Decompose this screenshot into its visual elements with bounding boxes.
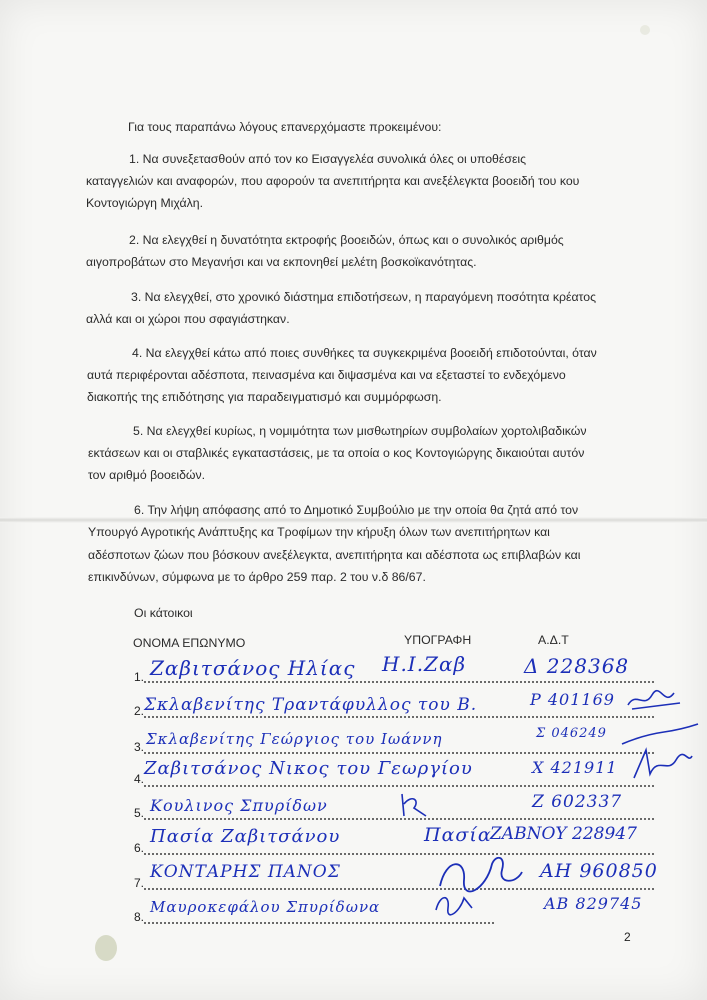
row-5-number: 5. [134, 806, 145, 820]
row-5-name: Κουλινος Σπυρίδων [150, 796, 328, 815]
item-5-line-1: 5. Να ελεγχθεί κυρίως, η νομιμότητα των μισθωτηρίων συμβολαίων χορτολιβαδικών [133, 424, 587, 438]
page-number: 2 [624, 930, 631, 944]
row-3-dots [144, 752, 654, 754]
row-8-id: ΑΒ 829745 [544, 894, 643, 913]
row-5-signature-scribble [396, 790, 436, 820]
item-1-line-2: καταγγελιών και αναφορών, που αφορούν τα ανεπιτήρητα και ανεξέλεγκτα βοοειδή του κου [86, 174, 580, 188]
row-4-dots [144, 785, 654, 787]
row-3-name: Σκλαβενίτης Γεώργιος του Ιωάννη [146, 730, 443, 748]
row-8-name: Μαυροκεφάλου Σπυρίδωνα [150, 898, 381, 916]
row-1-number: 1. [134, 670, 145, 684]
row-6-id: ΖΑΒΝΟΥ 228947 [490, 824, 637, 844]
row-7-signature-scribble [436, 850, 526, 894]
row-2-signature-scribble [624, 685, 684, 715]
row-3-number: 3. [134, 740, 145, 754]
paper-stain [640, 25, 650, 35]
row-2-number: 2. [134, 704, 145, 718]
item-1-line-1: 1. Να συνεξετασθούν από τον κο Εισαγγελέα συνολικά όλες οι υποθέσεις [129, 152, 527, 166]
item-2-line-2: αιγοπροβάτων στο Μεγανήσι και να εκπονηθεί μελέτη βοσκοϊκανότητας. [86, 255, 477, 269]
row-1-signature: Η.Ι.Ζαβ [382, 652, 467, 676]
row-7-number: 7. [134, 876, 145, 890]
item-3-line-2: αλλά και οι χώροι που σφαγιάστηκαν. [86, 312, 290, 326]
row-4-name: Ζαβιτσάνος Νικος του Γεωργίου [144, 758, 473, 779]
row-2-name: Σκλαβενίτης Τραντάφυλλος του Β. [144, 695, 478, 715]
item-6-line-4: επικινδύνων, σύμφωνα με το άρθρο 259 παρ. 2 του ν.δ 86/67. [88, 570, 426, 584]
row-8-signature-scribble [432, 890, 476, 916]
paper-stain [95, 935, 117, 961]
row-2-id: Ρ 401169 [530, 690, 615, 709]
row-1-name: Ζαβιτσάνος Ηλίας [150, 656, 356, 680]
row-8-number: 8. [134, 910, 145, 924]
row-8-dots [144, 922, 494, 924]
item-5-line-3: τον αριθμό βοοειδών. [88, 468, 206, 482]
item-2-line-1: 2. Να ελεγχθεί η δυνατότητα εκτροφής βοοειδών, όπως και ο συνολικός αριθμός [129, 233, 564, 247]
row-6-dots [144, 853, 654, 855]
row-4-id: Χ 421911 [532, 758, 618, 777]
row-7-id: ΑΗ 960850 [540, 860, 658, 882]
row-6-number: 6. [134, 841, 145, 855]
row-7-dots [144, 888, 654, 890]
item-4-line-3: διακοπής της επιδότησης για παραδειγματισμό και συμμόρφωση. [87, 390, 442, 404]
row-1-dots [144, 681, 654, 683]
item-4-line-2: αυτά περιφέρονται αδέσποτα, πεινασμένα και διψασμένα και να εξεταστεί το ενδεχόμενο [87, 368, 566, 382]
item-3-line-1: 3. Να ελεγχθεί, στο χρονικό διάστημα επιδοτήσεων, η παραγόμενη ποσότητα κρέατος [131, 290, 596, 304]
header-signature: ΥΠΟΓΡΑΦΗ [404, 633, 472, 647]
row-4-signature-scribble [628, 744, 694, 784]
row-5-id: Ζ 602337 [532, 792, 623, 812]
header-id: Α.Δ.Τ [538, 633, 569, 647]
row-4-number: 4. [134, 772, 145, 786]
row-2-dots [144, 716, 654, 718]
intro-text: Για τους παραπάνω λόγους επανερχόμαστε προκειμένου: [128, 120, 442, 134]
item-6-line-3: αδέσποτων ζώων που βόσκουν ανεξέλεγκτα, ανεπιτήρητα και αδέσποτα ως επιβλαβών και [88, 548, 581, 562]
row-7-name: ΚΟΝΤΑΡΗΣ ΠΑΝΟΣ [150, 862, 341, 882]
item-6-line-1: 6. Την λήψη απόφασης από το Δημοτικό Συμβούλιο με την οποία θα ζητά από τον [134, 503, 579, 517]
header-name: ΟΝΟΜΑ ΕΠΩΝΥΜΟ [133, 636, 246, 650]
row-6-signature: Πασία [424, 824, 492, 846]
item-1-line-3: Κοντογιώργη Μιχάλη. [86, 196, 204, 210]
row-6-name: Πασία Ζαβιτσάνου [150, 826, 341, 847]
item-4-line-1: 4. Να ελεγχθεί κάτω από ποιες συνθήκες τα συγκεκριμένα βοοειδή επιδοτούνται, όταν [132, 346, 597, 360]
item-6-line-2: Υπουργό Αγροτικής Ανάπτυξης κα Τροφίμων την κήρυξη όλων των ανεπιτήρητων και [88, 525, 550, 539]
row-3-id: Σ 046249 [536, 726, 607, 741]
item-5-line-2: εκτάσεων και οι σταβλικές εγκαταστάσεις, με τα οποία ο κος Κοντογιώργης δικαιούται αυτόν [88, 446, 585, 460]
row-1-id: Δ 228368 [524, 654, 630, 678]
residents-label: Οι κάτοικοι [134, 606, 193, 620]
